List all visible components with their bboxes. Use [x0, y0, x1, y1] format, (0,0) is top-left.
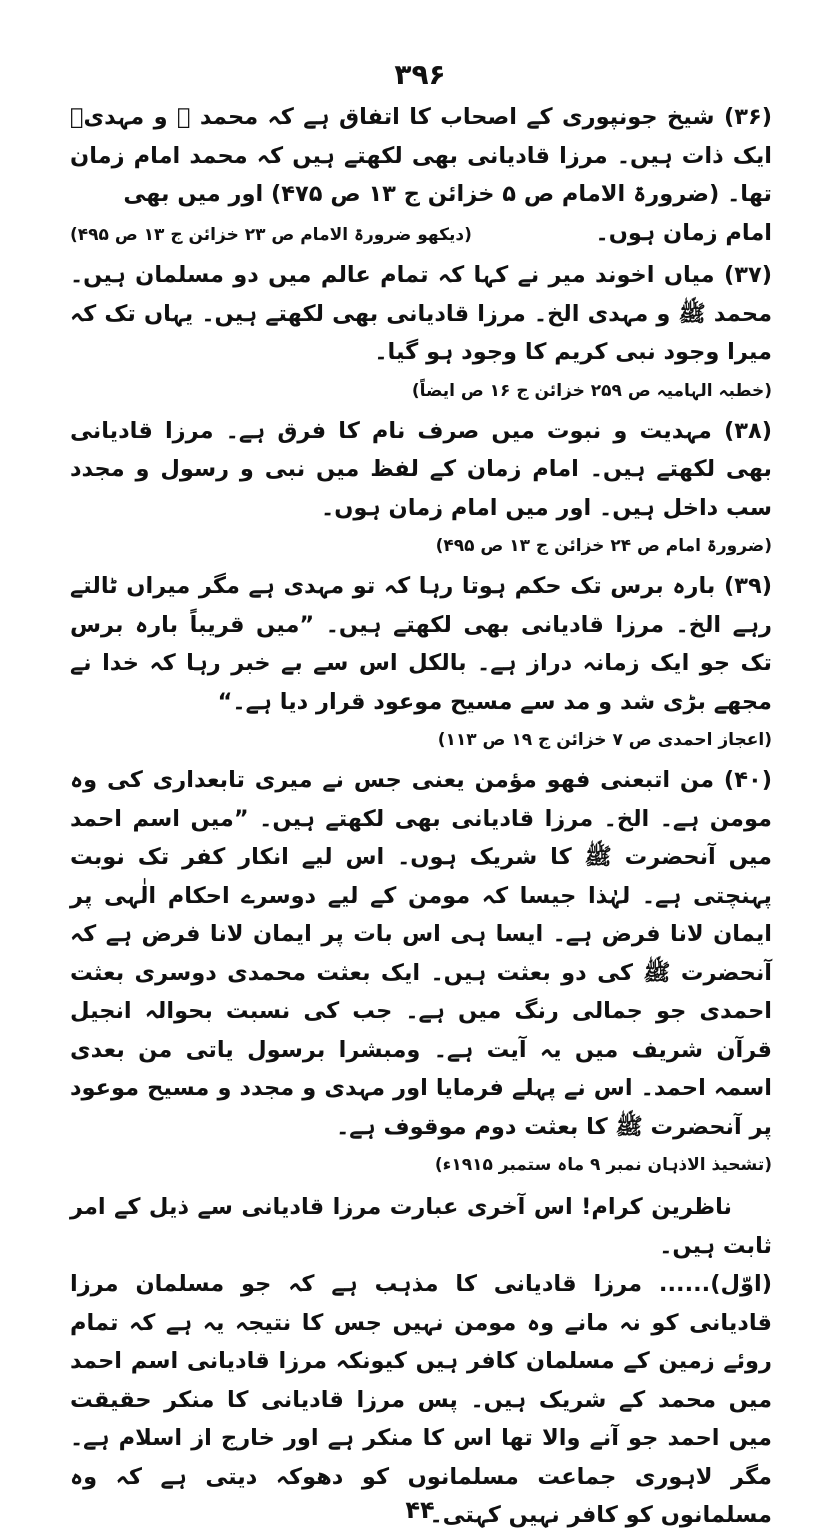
paragraph-40: (۴۰) من اتبعنی فھو مؤمن یعنی جس نے میری تابعداری کی وہ مومن ہے۔ الخ۔ مرزا قادیانی بھی لکھتے ہیں۔ ”میں اسم احمد میں آنحضرت ﷺ کا شریک ہوں۔ اس لیے انکار کفر تک نوبت پہنچتی ہے۔ لہٰذا جیسا کہ مومن کے لیے دوسرے احکام الٰہی پر ایمان لانا فرض ہے۔ ایسا ہی اس بات پر ایمان لانا فرض ہے کہ آنحضرت ﷺ کی دو بعثت ہیں۔ ایک بعثت محمدی دوسری بعثت احمدی جو جمالی رنگ میں ہے۔ جب کی نسبت بحوالہ انجیل قرآن شریف میں یہ آیت ہے۔ ومبشرا برسول یاتی من بعدی اسمہ احمد۔ اس نے پہلے فرمایا اور مہدی و مجدد و مسیح موعود پر آنحضرت ﷺ کا بعثت دوم موقوف ہے۔: [70, 767, 772, 1140]
paragraph-36-last-line: [70, 214, 772, 253]
paragraph-39: (۳۹) بارہ برس تک حکم ہوتا رہا کہ تو مہدی ہے مگر میراں ٹالتے رہے الخ۔ مرزا قادیانی بھی لکھتے ہیں۔ ”میں قریباً بارہ برس تک جو ایک زمانہ دراز ہے۔ بالکل اس سے بے خبر رہا کہ خدا نے مجھے بڑی شد و مد سے مسیح موعود قرار دیا ہے۔“: [70, 573, 772, 715]
paragraph-37: (۳۷) میاں اخوند میر نے کہا کہ تمام عالم میں دو مسلمان ہیں۔ محمد ﷺ و مہدی الخ۔ مرزا قادیانی بھی لکھتے ہیں۔ یہاں تک کہ میرا وجود نبی کریم کا وجود ہو گیا۔: [70, 262, 772, 365]
paragraph-36: (۳۶) شیخ جونپوری کے اصحاب کا اتفاق ہے کہ محمد ﷺ و مہدیؑ ایک ذات ہیں۔ مرزا قادیانی بھی لکھتے ہیں کہ محمد امام زمان تھا۔ (ضرورۃ الامام ص ۵ خزائن ج ۱۳ ص ۴۷۵) اور میں بھی: [70, 104, 772, 207]
reference-38: (ضرورۃ امام ص ۲۴ خزائن ج ۱۳ ص ۴۹۵): [435, 536, 772, 556]
page-number-top: ۳۹۶: [394, 58, 446, 91]
paragraph-first-point: (اوّل)...... مرزا قادیانی کا مذہب ہے کہ جو مسلمان مرزا قادیانی کو نہ مانے وہ مومن نہیں جس کا نتیجہ یہ ہے کہ تمام روئے زمین کے مسلمان کافر ہیں کیونکہ مرزا قادیانی اسم احمد میں محمد کے شریک ہیں۔ پس مرزا قادیانی کا منکر حقیقت میں احمد جو آنے والا تھا اس کا منکر ہے اور خارج از اسلام ہے۔ مگر لاہوری جماعت مسلمانوں کو دھوکہ دیتی ہے کہ وہ مسلمانوں کو کافر نہیں کہتی۔: [70, 1271, 772, 1528]
reference-40: (تشحیذ الاذہان نمبر ۹ ماہ ستمبر ۱۹۱۵ء): [434, 1155, 772, 1175]
page-number-bottom: ۴۴: [405, 1496, 435, 1524]
paragraph-readers: ناظرین کرام! اس آخری عبارت مرزا قادیانی سے ذیل کے امر ثابت ہیں۔: [70, 1194, 772, 1259]
paragraph-38: (۳۸) مہدیت و نبوت میں صرف نام کا فرق ہے۔ مرزا قادیانی بھی لکھتے ہیں۔ امام زمان کے لفظ میں نبی و رسول و مجدد سب داخل ہیں۔ اور میں امام زمان ہوں۔: [70, 417, 772, 521]
reference-37: (خطبہ الہامیہ ص ۲۵۹ خزائن ج ۱۶ ص ایضاً): [411, 380, 772, 401]
paragraph-36-end: امام زمان ہوں۔: [595, 219, 772, 246]
page-content: [70, 98, 772, 1535]
reference-39: (اعجاز احمدی ص ۷ خزائن ج ۱۹ ص ۱۱۳): [437, 730, 772, 750]
reference-36: (دیکھو ضرورۃ الامام ص ۲۳ خزائن ج ۱۳ ص ۴۹۵): [70, 224, 472, 245]
